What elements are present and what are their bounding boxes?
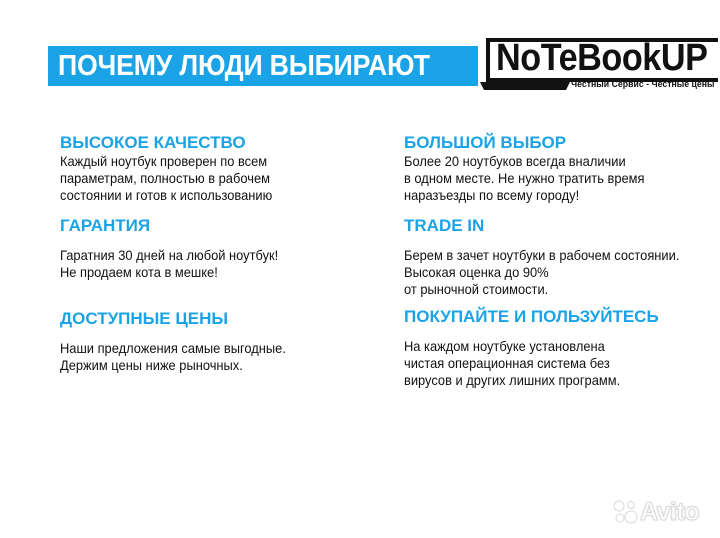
feature-selection — [404, 133, 714, 204]
feature-prices — [60, 309, 370, 374]
feature-description: Более 20 ноутбуков всегда вналичии в одном месте. Не нужно тратить время наразъезды по всему городу! — [404, 153, 645, 203]
feature-title: ГАРАНТИЯ — [60, 216, 151, 235]
feature-quality — [60, 133, 370, 204]
feature-description: Берем в зачет ноутбуки в рабочем состоянии. Высокая оценка до 90% от рыночной стоимости. — [404, 247, 680, 297]
brand-name: NoTeBookUP — [496, 37, 708, 79]
feature-title: БОЛЬШОЙ ВЫБОР — [404, 133, 567, 152]
feature-description: На каждом ноутбуке установлена чистая операционная система без вирусов и других лишних программ. — [404, 338, 621, 388]
brand-tagline: Честный Сервис - Честные цены — [571, 79, 715, 90]
feature-warranty — [60, 216, 370, 281]
feature-title: ДОСТУПНЫЕ ЦЕНЫ — [60, 309, 229, 328]
feature-title: ПОКУПАЙТЕ И ПОЛЬЗУЙТЕСЬ — [404, 307, 659, 326]
feature-description: Гаратния 30 дней на любой ноутбук! Не продаем кота в мешке! — [60, 247, 279, 280]
avito-logo-icon — [610, 497, 640, 527]
feature-title: ВЫСОКОЕ КАЧЕСТВО — [60, 133, 246, 152]
feature-ready-to-use — [404, 307, 714, 389]
avito-watermark — [610, 497, 710, 527]
watermark-text: Avito — [640, 498, 700, 526]
feature-trade-in — [404, 216, 714, 298]
feature-description: Каждый ноутбук проверен по всем параметрам, полностью в рабочем состоянии и готов к использованию — [60, 153, 273, 203]
feature-description: Наши предложения самые выгодные. Держим цены ниже рыночных. — [60, 340, 286, 373]
brand-logo — [478, 38, 718, 94]
feature-title: TRADE IN — [404, 216, 485, 235]
page-title: ПОЧЕМУ ЛЮДИ ВЫБИРАЮТ — [58, 50, 430, 82]
